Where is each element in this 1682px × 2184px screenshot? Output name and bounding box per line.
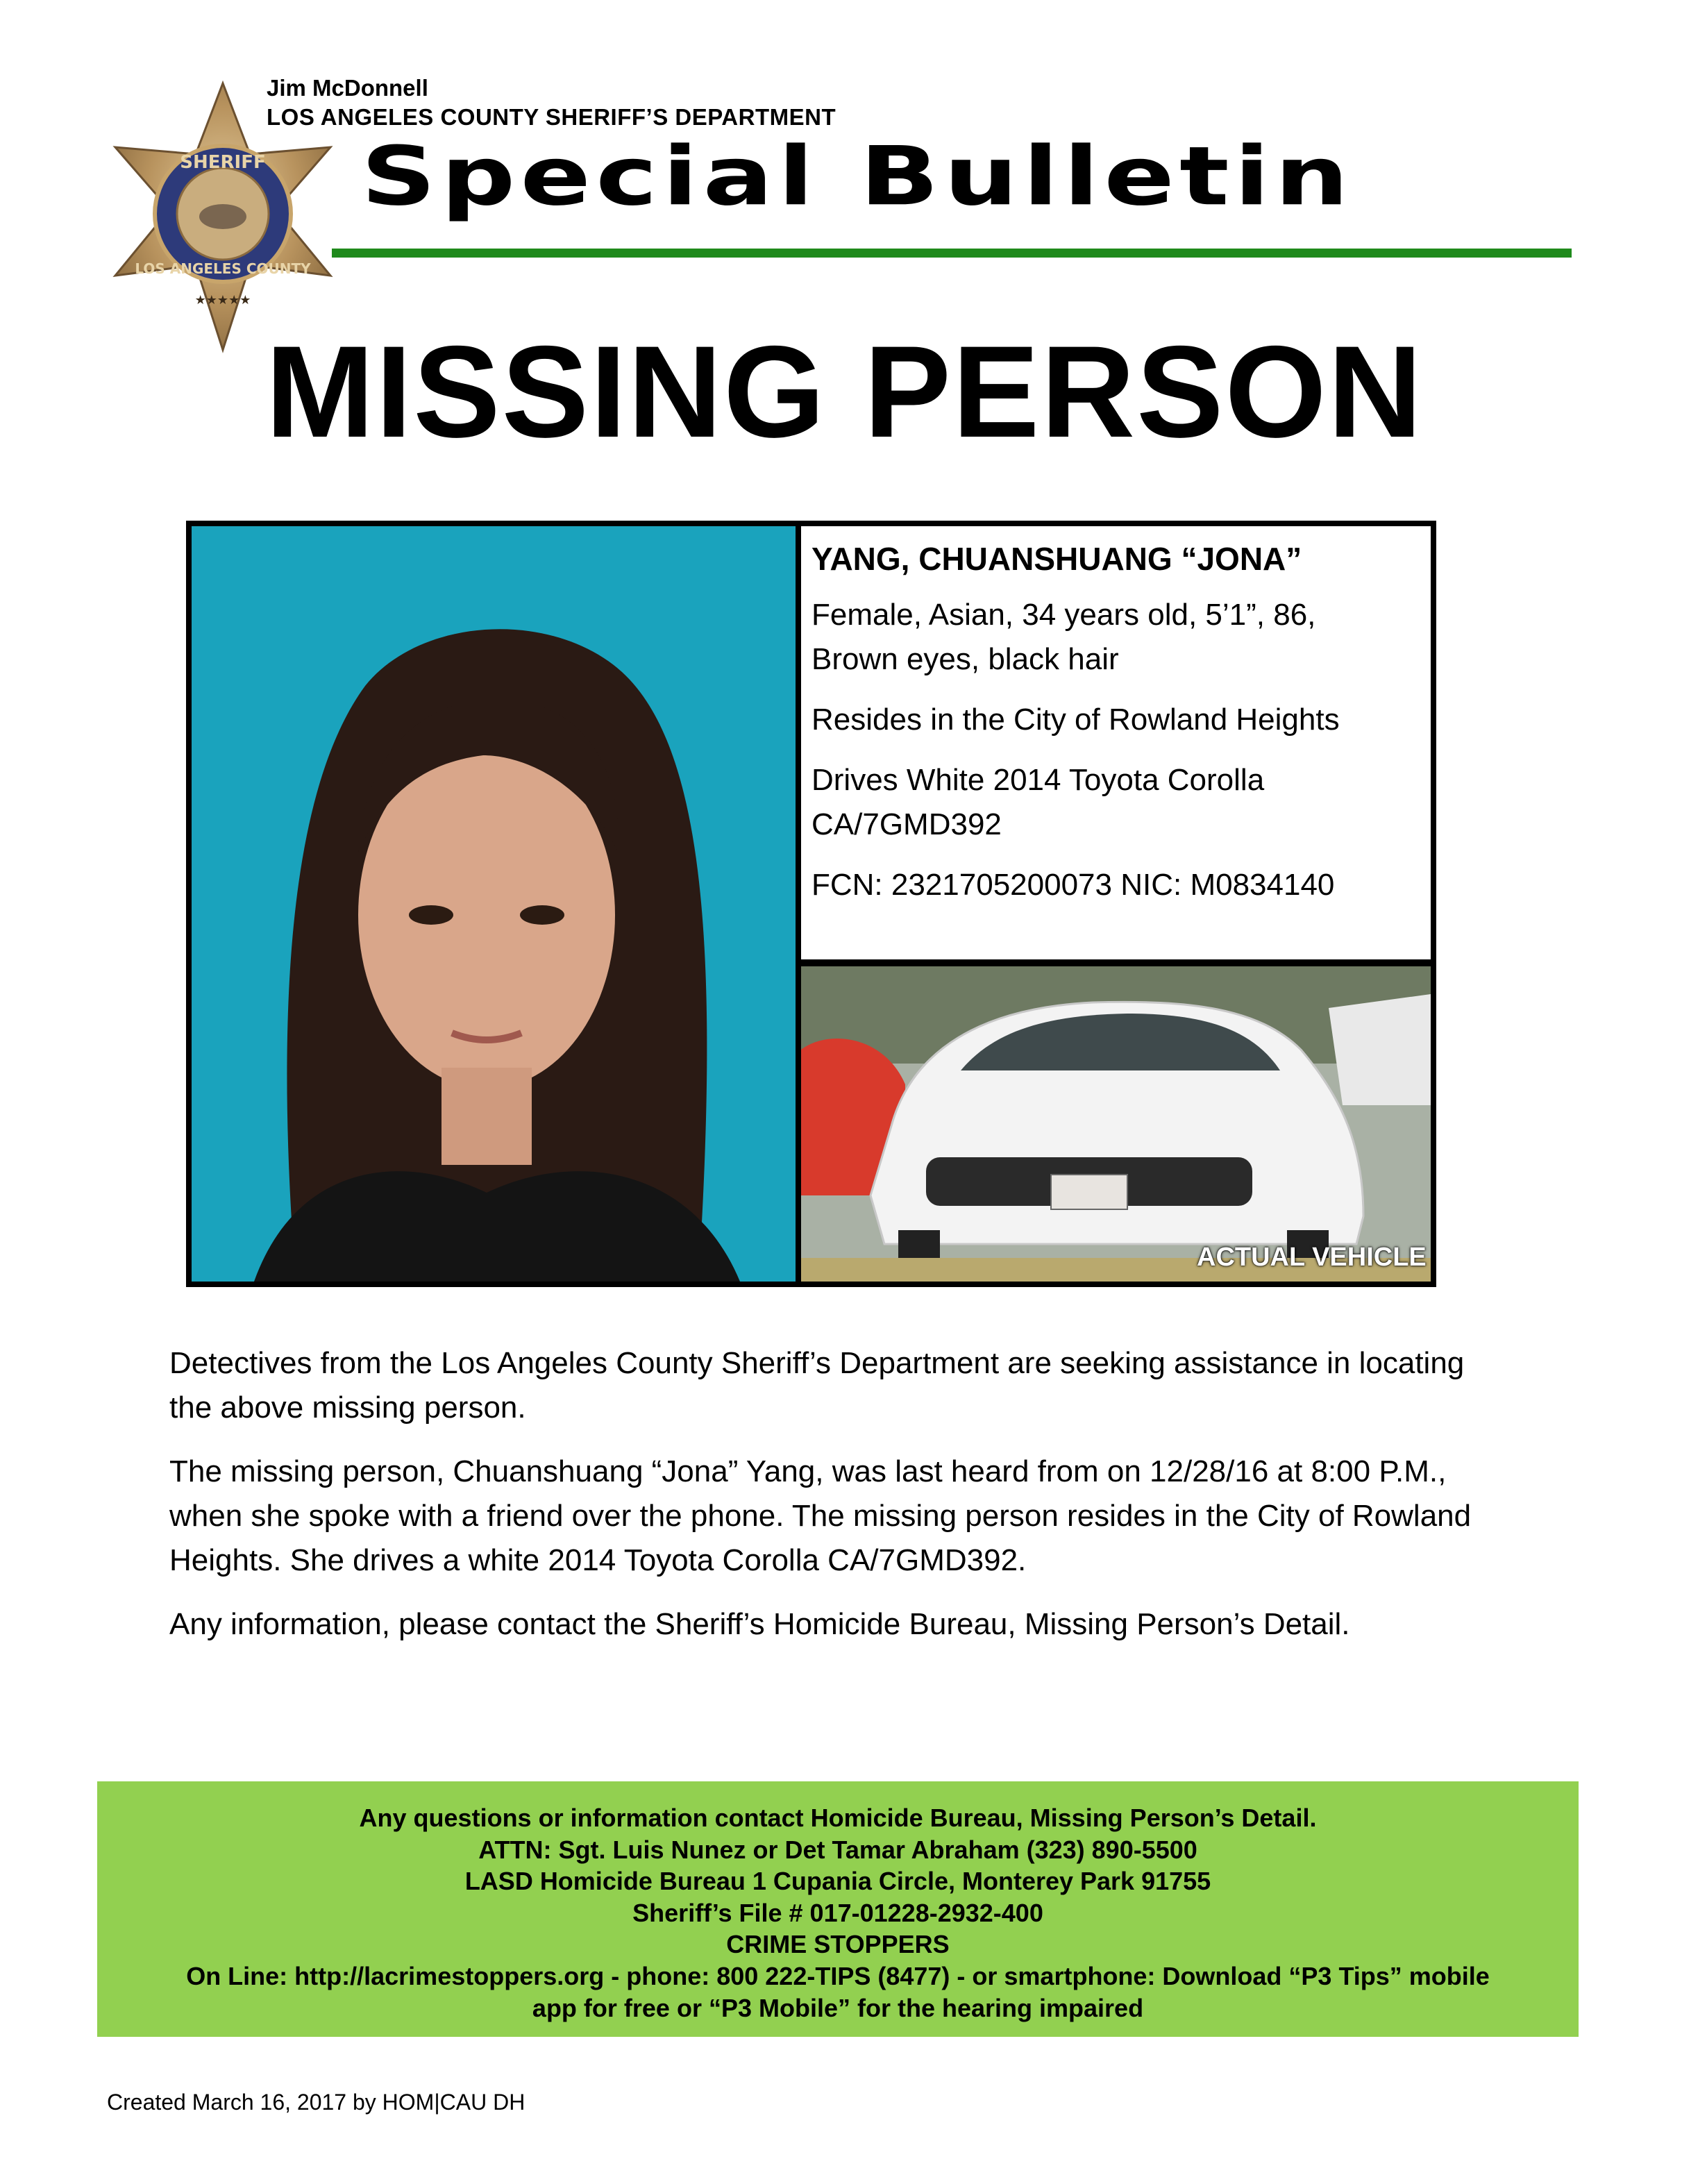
svg-text:★★★★★: ★★★★★ (194, 293, 251, 307)
body-paragraph: Detectives from the Los Angeles County Sheriff’s Department are seeking assistance in locating the above missing person. (169, 1346, 1465, 1425)
bulletin-body (169, 1341, 1488, 1666)
body-paragraph: The missing person, Chuanshuang “Jona” Yang, was last heard from on 12/28/16 at 8:00 P.M., when she spoke with a friend over the phone. The missing person resides in the City of Rowland Heights. She drives a white 2014 Toyota Corolla CA/7GMD392. (169, 1454, 1472, 1577)
missing-person-heading: MISSING PERSON (265, 319, 1424, 464)
body-paragraph: Any information, please contact the Sheriff’s Homicide Bureau, Missing Person’s Detail. (169, 1607, 1350, 1641)
contact-line: Any questions or information contact Homicide Bureau, Missing Person’s Detail. (359, 1804, 1317, 1832)
person-description: Female, Asian, 34 years old, 5’1”, 86, Brown eyes, black hair (811, 598, 1316, 676)
contact-line: Sheriff’s File # 017-01228-2932-400 (632, 1898, 1043, 1927)
person-name: YANG, CHUANSHUANG “JONA” (811, 541, 1302, 577)
contact-line: ATTN: Sgt. Luis Nunez or Det Tamar Abraham (323) 890-5500 (478, 1835, 1197, 1864)
svg-text:LOS ANGELES COUNTY: LOS ANGELES COUNTY (135, 260, 311, 277)
person-ids: FCN: 2321705200073 NIC: M0834140 (811, 868, 1335, 902)
vehicle-caption: ACTUAL VEHICLE (1197, 1243, 1427, 1272)
created-footer: Created March 16, 2017 by HOM|CAU DH (107, 2090, 525, 2115)
portrait-photo (192, 526, 796, 1282)
contact-line: LASD Homicide Bureau 1 Cupania Circle, Monterey Park 91755 (464, 1867, 1211, 1896)
sheriff-name: Jim McDonnell (267, 75, 428, 101)
person-vehicle: Drives White 2014 Toyota Corolla CA/7GMD392 (811, 763, 1265, 841)
contact-line: CRIME STOPPERS (726, 1930, 950, 1959)
header-rule (332, 249, 1572, 258)
department-name: LOS ANGELES COUNTY SHERIFF’S DEPARTMENT (267, 104, 836, 130)
contact-line: app for free or “P3 Mobile” for the hearing impaired (532, 1993, 1144, 2022)
person-residence: Resides in the City of Rowland Heights (811, 703, 1340, 737)
person-details (801, 526, 1431, 959)
contact-box (97, 1781, 1579, 2037)
svg-text:SHERIFF: SHERIFF (180, 152, 266, 173)
bulletin-title: Special Bulletin (361, 129, 1354, 224)
contact-line: On Line: http://lacrimestoppers.org - phone: 800 222-TIPS (8477) - or smartphone: Download “P3 Tips” mobile (186, 1961, 1490, 1990)
vehicle-photo (801, 966, 1431, 1282)
